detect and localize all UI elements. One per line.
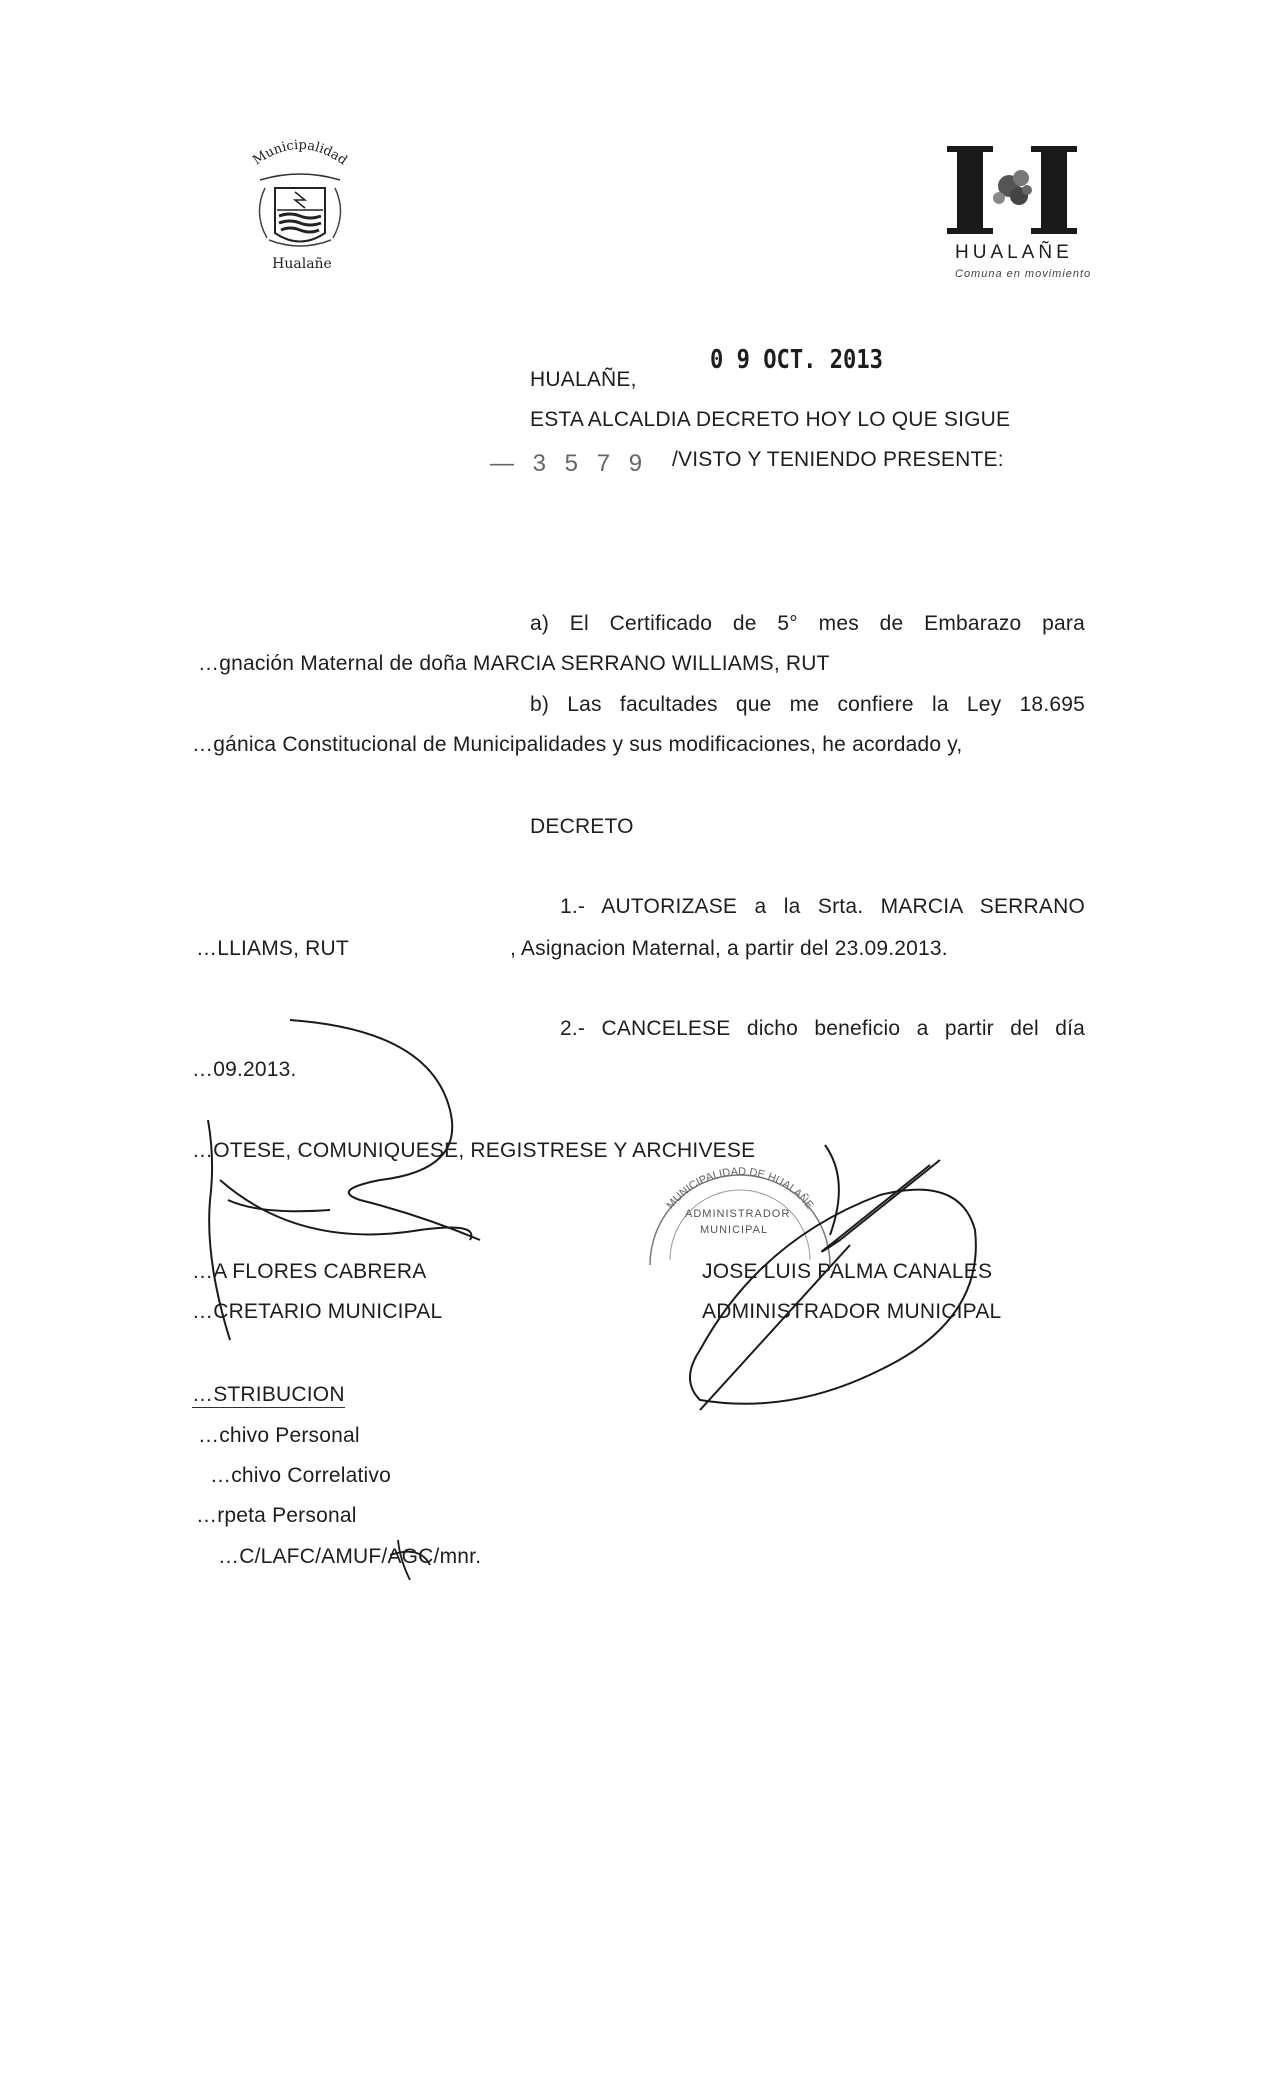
header-place: HUALAÑE, xyxy=(530,368,637,391)
brand-tagline: Comuna en movimiento xyxy=(955,268,1092,280)
distribution-item-1: …chivo Personal xyxy=(198,1424,360,1447)
decreto-item2-line2: …09.2013. xyxy=(192,1058,297,1081)
decreto-item1-line2a: …LLIAMS, RUT xyxy=(196,937,349,960)
left-signatory-name: …A FLORES CABRERA xyxy=(192,1260,427,1283)
considerando-a-line1: a) El Certificado de 5° mes de Embarazo para xyxy=(530,612,1085,635)
decreto-item1-line1: 1.- AUTORIZASE a la Srta. MARCIA SERRANO xyxy=(560,895,1085,918)
header-visto: /VISTO Y TENIENDO PRESENTE: xyxy=(672,448,1004,471)
considerando-b-line1: b) Las facultades que me confiere la Ley 18.695 xyxy=(530,693,1085,716)
decreto-item2-line1: 2.- CANCELESE dicho beneficio a partir del día xyxy=(560,1017,1085,1040)
date-stamp: 0 9 OCT. 2013 xyxy=(710,345,883,375)
brand-name: HUALAÑE xyxy=(955,242,1073,263)
decreto-title: DECRETO xyxy=(530,815,634,838)
distribution-item-4: …C/LAFC/AMUF/AGC/mnr. xyxy=(218,1545,482,1568)
closing-formula: …OTESE, COMUNIQUESE, REGISTRESE Y ARCHIVESE xyxy=(192,1139,756,1162)
seal-inner-line2: MUNICIPAL xyxy=(700,1224,769,1236)
right-signature xyxy=(690,1145,976,1410)
decree-number: — 3 5 7 9 xyxy=(490,450,649,477)
considerando-a-line2: …gnación Maternal de doña MARCIA SERRANO WILLIAMS, RUT xyxy=(198,652,830,675)
left-signatory-title: …CRETARIO MUNICIPAL xyxy=(192,1300,443,1323)
decreto-item1-line2b: , Asignacion Maternal, a partir del 23.09.2013. xyxy=(510,937,948,960)
considerando-b-line2: …gánica Constitucional de Municipalidades y sus modificaciones, he acordado y, xyxy=(192,733,963,756)
coat-of-arms-name: Hualañe xyxy=(272,256,332,272)
distribution-item-2: …chivo Correlativo xyxy=(210,1464,391,1487)
header-decree-line: ESTA ALCALDIA DECRETO HOY LO QUE SIGUE xyxy=(530,408,1011,431)
right-signatory-title: ADMINISTRADOR MUNICIPAL xyxy=(702,1300,1002,1323)
distribution-item-3: …rpeta Personal xyxy=(196,1504,357,1527)
left-signature xyxy=(208,1020,480,1340)
seal-inner-line1: ADMINISTRADOR xyxy=(685,1208,791,1220)
distribution-title: …STRIBUCION xyxy=(192,1383,345,1406)
svg-text:MUNICIPALIDAD DE HUALAÑE: MUNICIPALIDAD DE HUALAÑE xyxy=(664,1165,816,1212)
svg-text:Municipalidad: Municipalidad xyxy=(250,137,350,169)
right-signatory-name: JOSE LUIS PALMA CANALES xyxy=(702,1260,993,1283)
